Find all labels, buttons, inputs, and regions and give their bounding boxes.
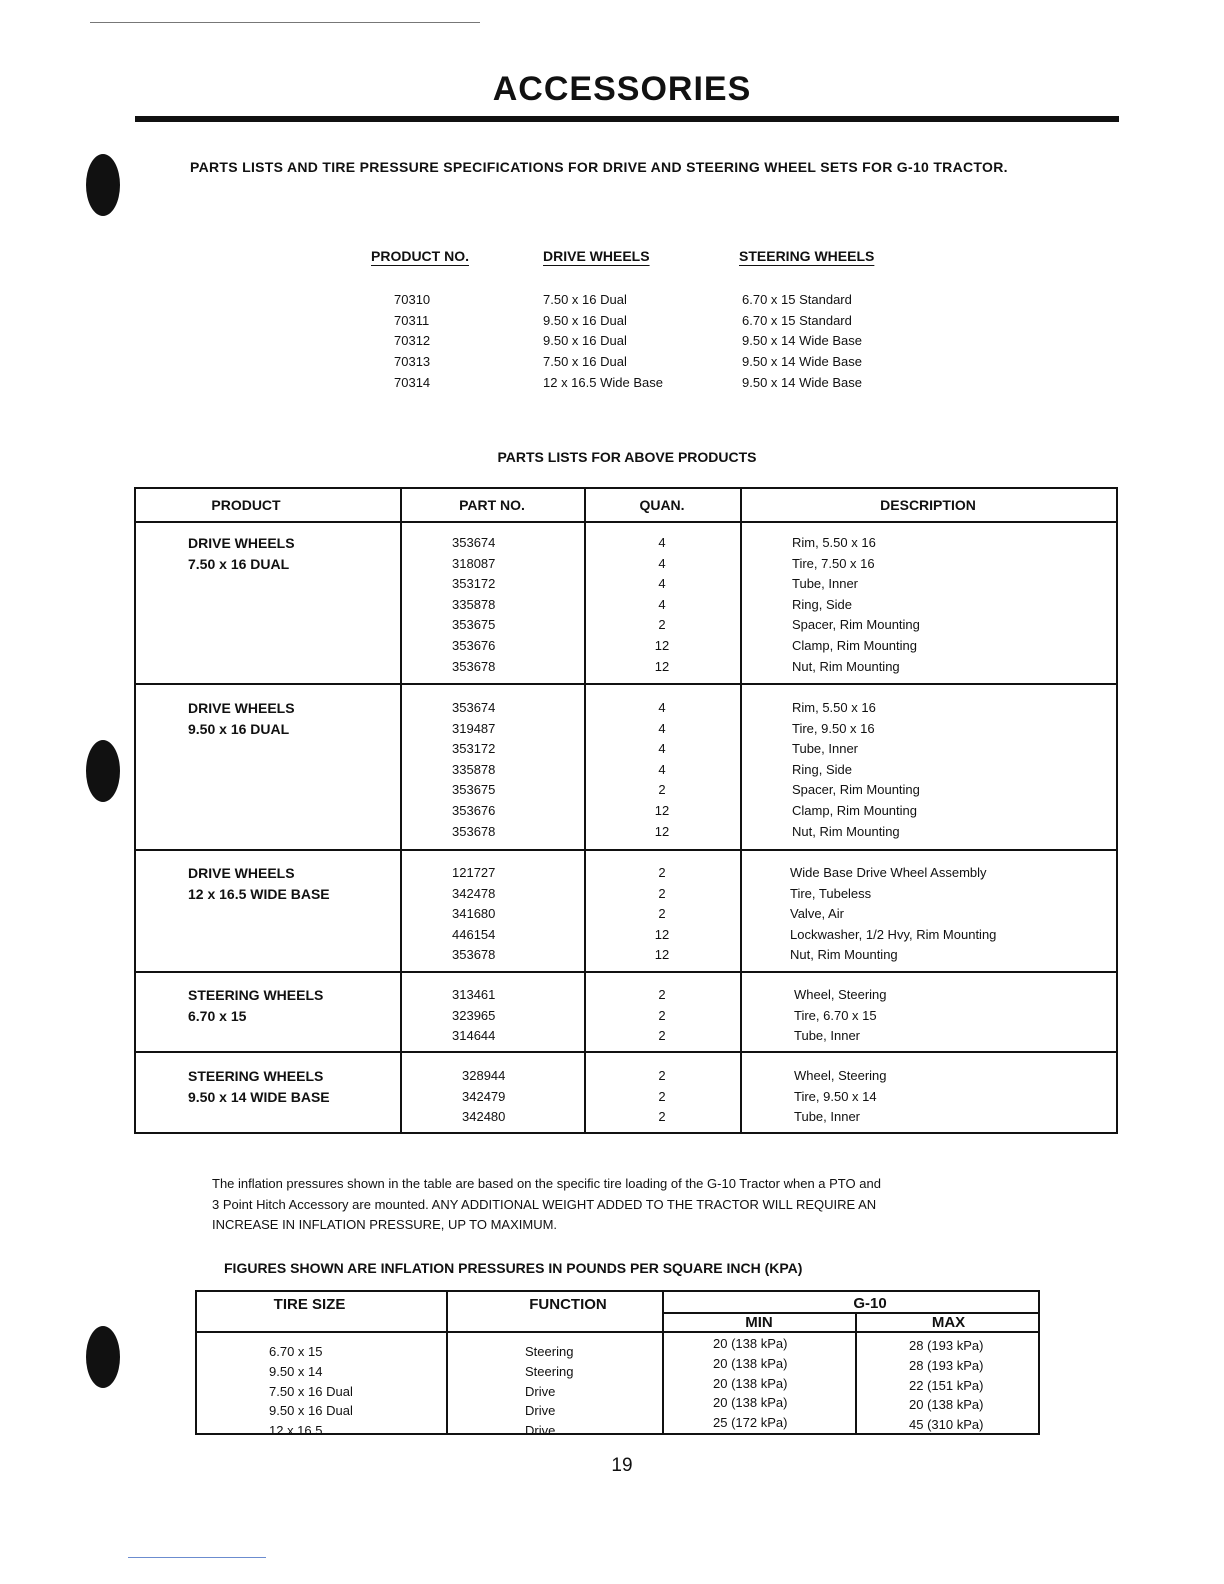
quan-column <box>632 1066 692 1128</box>
description: Tire, 6.70 x 15 <box>794 1007 877 1023</box>
group-name-line: STEERING WHEELS <box>188 1068 324 1084</box>
description: Tire, 7.50 x 16 <box>792 555 875 571</box>
quantity: 2 <box>658 1028 666 1044</box>
quantity: 4 <box>658 700 666 715</box>
function: Steering <box>525 1363 574 1379</box>
part-no: 353674 <box>452 700 496 715</box>
group-divider <box>136 1051 1116 1053</box>
quantity: 12 <box>654 802 670 818</box>
model-header: G-10 <box>853 1295 887 1312</box>
part-no: 335878 <box>452 596 496 612</box>
drive-wheels-header: DRIVE WHEELS <box>543 248 650 264</box>
min-pressure: 25 (172 kPa) <box>713 1415 788 1431</box>
group-name-line: DRIVE WHEELS <box>188 700 295 716</box>
parts-table <box>134 487 1118 1134</box>
steering-wheels-header: STEERING WHEELS <box>739 248 875 264</box>
quantity: 2 <box>658 987 666 1002</box>
part-no-header: PART NO. <box>459 497 525 513</box>
description-column <box>794 985 887 1047</box>
drive-wheels-column <box>543 290 663 394</box>
description: Tube, Inner <box>794 1109 861 1125</box>
quantity: 4 <box>658 761 666 777</box>
group-name-line: 6.70 x 15 <box>188 1008 247 1024</box>
quan-column <box>632 698 692 842</box>
part-no: 313461 <box>452 987 496 1002</box>
drive-wheel-size: 7.50 x 16 Dual <box>543 292 627 307</box>
description: Lockwasher, 1/2 Hvy, Rim Mounting <box>790 926 997 942</box>
note-line: The inflation pressures shown in the table are based on the specific tire loading of the G-10 Tractor when a PTO and <box>212 1176 881 1191</box>
binder-hole-top <box>86 154 120 216</box>
description: Wheel, Steering <box>794 987 887 1002</box>
group-name-line: 7.50 x 16 DUAL <box>188 556 290 572</box>
description: Ring, Side <box>792 596 852 612</box>
group-divider <box>136 971 1116 973</box>
part-no: 335878 <box>452 761 496 777</box>
description: Nut, Rim Mounting <box>792 658 900 674</box>
group-name <box>188 985 323 1027</box>
group-name <box>188 1066 330 1108</box>
part-no: 121727 <box>452 865 496 880</box>
part-no-column <box>452 533 495 677</box>
group-divider <box>136 849 1116 851</box>
part-no-column <box>452 863 495 966</box>
min-pressure: 20 (138 kPa) <box>713 1355 788 1371</box>
description: Rim, 5.50 x 16 <box>792 535 876 550</box>
product-no: 70312 <box>394 333 431 349</box>
quantity: 4 <box>658 596 666 612</box>
max-pressure: 45 (310 kPa) <box>909 1417 984 1433</box>
pressure-table-title: FIGURES SHOWN ARE INFLATION PRESSURES IN POUNDS PER SQUARE INCH (KPA) <box>224 1260 803 1276</box>
max-pressure: 28 (193 kPa) <box>909 1338 984 1353</box>
tire-size: 6.70 x 15 <box>269 1344 323 1359</box>
function: Drive <box>525 1423 556 1439</box>
part-no: 353676 <box>452 802 496 818</box>
description: Nut, Rim Mounting <box>790 947 898 963</box>
group-name-line: 9.50 x 16 DUAL <box>188 721 290 737</box>
group-name-line: DRIVE WHEELS <box>188 865 295 881</box>
quantity: 4 <box>658 720 666 736</box>
description: Wide Base Drive Wheel Assembly <box>790 865 987 880</box>
tire-size-column <box>269 1342 353 1441</box>
quan-column <box>632 863 692 966</box>
max-column <box>909 1336 983 1435</box>
tire-size: 12 x 16.5 <box>269 1423 323 1439</box>
part-no: 353172 <box>452 576 496 592</box>
part-no: 342478 <box>452 885 496 901</box>
description: Tire, 9.50 x 16 <box>792 720 875 736</box>
part-no: 314644 <box>452 1028 496 1044</box>
quantity: 12 <box>654 637 670 653</box>
description: Tube, Inner <box>794 1028 861 1044</box>
quantity: 2 <box>658 1088 666 1104</box>
quan-column <box>632 533 692 677</box>
quantity: 12 <box>654 926 670 942</box>
description-column <box>792 698 920 842</box>
page-number: 19 <box>611 1455 633 1476</box>
min-pressure: 20 (138 kPa) <box>713 1395 788 1411</box>
quan-header: QUAN. <box>639 497 685 513</box>
description: Spacer, Rim Mounting <box>792 782 920 798</box>
part-no: 353678 <box>452 947 496 963</box>
quantity: 12 <box>654 658 670 674</box>
max-pressure: 28 (193 kPa) <box>909 1357 984 1373</box>
tire-size: 9.50 x 14 <box>269 1363 323 1379</box>
tire-size: 9.50 x 16 Dual <box>269 1403 353 1419</box>
steering-wheel-size: 6.70 x 15 Standard <box>742 292 852 307</box>
header-divider <box>136 521 1116 523</box>
description-column <box>790 863 996 966</box>
note-line: 3 Point Hitch Accessory are mounted. ANY ADDITIONAL WEIGHT ADDED TO THE TRACTOR WILL REQUIRE AN <box>212 1196 877 1212</box>
description-header: DESCRIPTION <box>880 497 976 513</box>
quantity: 12 <box>654 947 670 963</box>
min-pressure: 20 (138 kPa) <box>713 1375 788 1391</box>
description: Rim, 5.50 x 16 <box>792 700 876 715</box>
scan-line-top <box>90 22 480 23</box>
quantity: 4 <box>658 535 666 550</box>
description: Spacer, Rim Mounting <box>792 617 920 633</box>
part-no: 323965 <box>452 1007 496 1023</box>
quantity: 2 <box>658 1109 666 1125</box>
part-no: 353675 <box>452 782 496 798</box>
inflation-note <box>212 1174 1042 1236</box>
tire-size-header: TIRE SIZE <box>273 1296 346 1313</box>
part-no: 353676 <box>452 637 496 653</box>
part-no: 353674 <box>452 535 496 550</box>
steering-wheel-size: 9.50 x 14 Wide Base <box>742 333 862 349</box>
drive-wheel-size: 12 x 16.5 Wide Base <box>543 374 663 390</box>
description: Tire, 9.50 x 14 <box>794 1088 877 1104</box>
group-name <box>188 698 295 740</box>
part-no-column <box>462 1066 505 1128</box>
description: Nut, Rim Mounting <box>792 823 900 839</box>
product-header: PRODUCT <box>211 497 281 513</box>
quantity: 2 <box>658 906 666 922</box>
drive-wheel-size: 9.50 x 16 Dual <box>543 312 627 328</box>
header-divider <box>197 1331 1038 1333</box>
min-header: MIN <box>745 1314 773 1331</box>
group-name <box>188 863 330 905</box>
group-name-line: STEERING WHEELS <box>188 987 324 1003</box>
min-column <box>713 1334 787 1433</box>
description: Wheel, Steering <box>794 1068 887 1083</box>
steering-wheels-column <box>742 290 862 394</box>
quantity: 2 <box>658 885 666 901</box>
part-no: 353678 <box>452 823 496 839</box>
product-no: 70313 <box>394 354 431 370</box>
parts-lists-title: PARTS LISTS FOR ABOVE PRODUCTS <box>497 449 757 465</box>
part-no: 341680 <box>452 906 496 922</box>
quantity: 2 <box>658 617 666 633</box>
steering-wheel-size: 6.70 x 15 Standard <box>742 312 852 328</box>
quantity: 4 <box>658 741 666 757</box>
binder-hole-bottom <box>86 1326 120 1388</box>
max-pressure: 20 (138 kPa) <box>909 1397 984 1413</box>
product-no-column <box>394 290 430 394</box>
description: Tire, Tubeless <box>790 885 872 901</box>
function: Steering <box>525 1344 574 1359</box>
quantity: 2 <box>658 782 666 798</box>
product-no-header: PRODUCT NO. <box>371 248 469 264</box>
product-no: 70314 <box>394 374 431 390</box>
group-name <box>188 533 295 575</box>
function-column <box>525 1342 573 1441</box>
quan-column <box>632 985 692 1047</box>
binder-hole-middle <box>86 740 120 802</box>
scan-line-bottom <box>128 1557 266 1558</box>
title-rule <box>135 116 1119 122</box>
group-name-line: DRIVE WHEELS <box>188 535 295 551</box>
col-divider <box>400 489 402 1132</box>
description: Clamp, Rim Mounting <box>792 637 917 653</box>
tire-size: 7.50 x 16 Dual <box>269 1383 353 1399</box>
part-no: 328944 <box>462 1068 506 1083</box>
group-name-line: 9.50 x 14 WIDE BASE <box>188 1089 330 1105</box>
function: Drive <box>525 1403 556 1419</box>
function-header: FUNCTION <box>529 1296 607 1313</box>
part-no-column <box>452 698 495 842</box>
part-no: 353678 <box>452 658 496 674</box>
part-no: 342480 <box>462 1109 506 1125</box>
quantity: 2 <box>658 1068 666 1083</box>
product-no: 70310 <box>394 292 431 307</box>
group-divider <box>136 683 1116 685</box>
description: Tube, Inner <box>792 576 859 592</box>
steering-wheel-size: 9.50 x 14 Wide Base <box>742 374 862 390</box>
col-divider <box>446 1292 448 1433</box>
description-column <box>794 1066 887 1128</box>
description: Clamp, Rim Mounting <box>792 802 917 818</box>
description: Tube, Inner <box>792 741 859 757</box>
max-header: MAX <box>931 1314 966 1331</box>
quantity: 4 <box>658 555 666 571</box>
part-no: 446154 <box>452 926 496 942</box>
part-no: 342479 <box>462 1088 506 1104</box>
quantity: 12 <box>654 823 670 839</box>
max-pressure: 22 (151 kPa) <box>909 1377 984 1393</box>
min-pressure: 20 (138 kPa) <box>713 1336 788 1351</box>
quantity: 2 <box>658 865 666 880</box>
part-no-column <box>452 985 495 1047</box>
drive-wheel-size: 7.50 x 16 Dual <box>543 354 627 370</box>
product-no: 70311 <box>394 312 430 328</box>
page-title: ACCESSORIES <box>492 70 752 108</box>
part-no: 319487 <box>452 720 496 736</box>
col-divider <box>740 489 742 1132</box>
note-line: INCREASE IN INFLATION PRESSURE, UP TO MAXIMUM. <box>212 1217 558 1232</box>
part-no: 318087 <box>452 555 496 571</box>
quantity: 2 <box>658 1007 666 1023</box>
pressure-table <box>195 1290 1040 1439</box>
function: Drive <box>525 1383 556 1399</box>
steering-wheel-size: 9.50 x 14 Wide Base <box>742 354 862 370</box>
group-name-line: 12 x 16.5 WIDE BASE <box>188 886 330 902</box>
part-no: 353172 <box>452 741 496 757</box>
part-no: 353675 <box>452 617 496 633</box>
col-divider <box>584 489 586 1132</box>
description: Ring, Side <box>792 761 852 777</box>
drive-wheel-size: 9.50 x 16 Dual <box>543 333 627 349</box>
page-subtitle: PARTS LISTS AND TIRE PRESSURE SPECIFICATIONS FOR DRIVE AND STEERING WHEEL SETS FOR G-10 TRACTOR. <box>190 159 1008 175</box>
quantity: 4 <box>658 576 666 592</box>
description-column <box>792 533 920 677</box>
description: Valve, Air <box>790 906 844 922</box>
